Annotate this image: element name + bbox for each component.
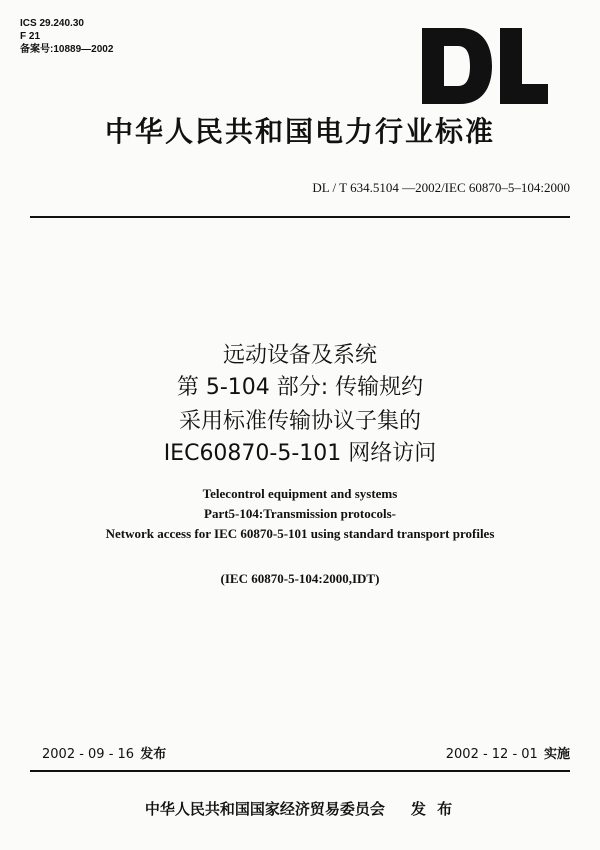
chinese-title-line-3: 采用标准传输协议子集的 (178, 409, 421, 434)
classification-code: F 21 (20, 31, 41, 42)
standard-title: 中华人民共和国电力行业标准 (104, 115, 495, 148)
implementation-date (446, 743, 570, 762)
top-divider (30, 216, 570, 218)
implementation-date-value: 2002 - 12 - 01 (445, 747, 538, 762)
chinese-title-line-4: IEC60870-5-101 网络访问 (163, 441, 437, 466)
dl-logo (420, 20, 550, 112)
chinese-title-line-2: 第 5-104 部分: 传输规约 (176, 375, 424, 400)
issue-date (42, 743, 166, 762)
english-title-line-2: Part5-104:Transmission protocols- (204, 506, 396, 521)
english-title-line-3: Network access for IEC 60870-5-101 using standard transport profiles (105, 526, 495, 541)
equivalence-note: (IEC 60870-5-104:2000,IDT) (220, 571, 380, 586)
issuer-name: 中华人民共和国国家经济贸易委员会 (144, 800, 385, 818)
english-title-line-1: Telecontrol equipment and systems (202, 486, 398, 501)
standard-number: DL / T 634.5104 —2002/IEC 60870–5–104:2000 (312, 180, 570, 195)
issue-label: 发布 (140, 747, 167, 762)
bottom-divider (30, 770, 570, 772)
chinese-title-line-1: 远动设备及系统 (222, 343, 377, 368)
issuer (0, 798, 600, 819)
issuer-action: 发 布 (410, 800, 456, 818)
implementation-label: 实施 (543, 747, 570, 762)
issue-date-value: 2002 - 09 - 16 (42, 747, 135, 762)
registration-number: 备案号:10889—2002 (20, 44, 114, 55)
ics-code: ICS 29.240.30 (20, 18, 84, 29)
